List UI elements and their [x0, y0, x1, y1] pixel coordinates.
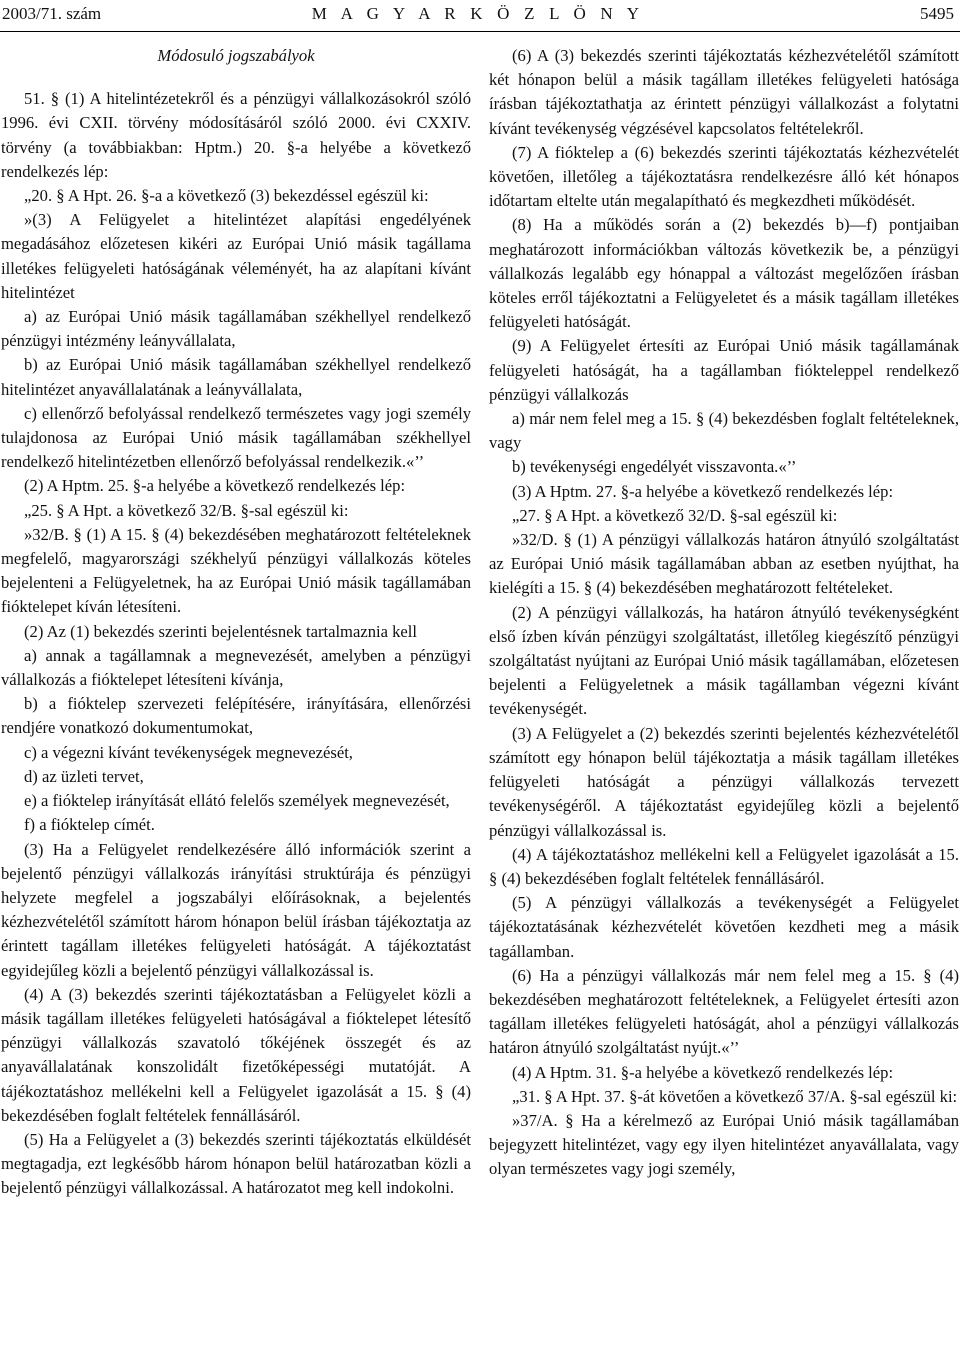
paragraph: a) már nem felel meg a 15. § (4) bekezdésben foglalt feltételeknek, vagy — [489, 409, 959, 453]
paragraph: a) az Európai Unió másik tagállamában székhellyel rendelkező pénzügyi intézmény leányvállalata, — [1, 307, 471, 351]
paragraph: a) annak a tagállamnak a megnevezését, amelyben a pénzügyi vállalkozás a fióktelepet létesíteni kívánja, — [1, 645, 471, 690]
paragraph: (3) A Felügyelet a (2) bekezdés szerinti bejelentés kézhezvételétől számított egy hónapon belül tájékoztatja a másik tagállam illetékes felügyeleti hatóságát a pénzügyi vállalkozás tervezett tevékenységéről. A tájékoztatást egyidejűleg közli a bejelentő pénzügyi vállalkozással is. — [489, 723, 959, 840]
paragraph: (6) Ha a pénzügyi vállalkozás már nem felel meg a 15. § (4) bekezdésében meghatározott feltételeknek, a Felügyelet értesíti azon tagállam illetékes felügyeleti hatóságát, ahol a pénzügyi vállalkozás határon átnyúló szolgáltatást nyújt.«’’ — [489, 965, 959, 1058]
paragraph: „25. § A Hpt. a következő 32/B. §-sal egészül ki: — [24, 500, 349, 520]
paragraph: (4) A (3) bekezdés szerinti tájékoztatásban a Felügyelet közli a másik tagállam illetékes felügyeleti hatóságával a fióktelepet létesítő pénzügyi vállalkozás szavatoló tőkéjének összegét és az anyavállalatának konszolidált fizetőképességi mutatóját. A tájékoztatáshoz mellékelni kell a Felügyelet igazolását a 15. § (4) bekezdésében foglalt feltételek fennállásáról. — [1, 984, 471, 1125]
header-rule — [0, 31, 960, 32]
paragraph: (3) A Hptm. 27. §-a helyébe a következő rendelkezés lép: — [512, 481, 894, 501]
paragraph: c) ellenőrző befolyással rendelkező természetes vagy jogi személy tulajdonosa az Európai Unió másik tagállamában székhellyel rendelkező hitelintézetben ellenőrző befolyással rendelkezik.«’’ — [1, 403, 471, 472]
paragraph: (4) A tájékoztatáshoz mellékelni kell a Felügyelet igazolását a 15. § (4) bekezdésében foglalt feltételek fennállásáról. — [489, 844, 959, 888]
paragraph: (8) Ha a működés során a (2) bekezdés b)—f) pontjaiban meghatározott információkban változás következik be, a pénzügyi vállalkozás legalább egy hónappal a változást megelőzően írásban köteles erről tájékoztatni a Felügyeletet és a másik tagállam illetékes felügyeleti hatóságát. — [489, 215, 959, 332]
right-column — [489, 44, 959, 1182]
paragraph: c) a végezni kívánt tevékenységek megnevezését, — [24, 742, 353, 762]
paragraph: (4) A Hptm. 31. §-a helyébe a következő rendelkezés lép: — [512, 1062, 894, 1082]
paragraph: e) a fióktelep irányítását ellátó felelős személyek megnevezését, — [24, 791, 450, 811]
page-header — [2, 3, 954, 29]
paragraph: »37/A. § Ha a kérelmező az Európai Unió másik tagállamában bejegyzett hitelintézet, vagy egy ilyen hitelintézet anyavállalata, vagy olyan természetes vagy jogi személy, — [489, 1110, 959, 1179]
paragraph: »32/B. § (1) A 15. § (4) bekezdésében meghatározott feltételeknek megfelelő, magyarországi székhelyű pénzügyi vállalkozás köteles bejelenteni a Felügyeletnek, ha az Európai Unió másik tagállamában fióktelepet kíván létesíteni. — [1, 524, 471, 617]
paragraph: b) tevékenységi engedélyét visszavonta.«’’ — [512, 457, 797, 477]
paragraph: (9) A Felügyelet értesíti az Európai Unió másik tagállamának felügyeleti hatóságát, ha a tagállamban fiókteleppel rendelkező pénzügyi vállalkozás — [489, 336, 959, 404]
journal-title: M A G Y A R K Ö Z L Ö N Y — [311, 4, 645, 23]
paragraph: (2) A pénzügyi vállalkozás, ha határon átnyúló tevékenységként első ízben kíván pénzügyi szolgáltatást, illetőleg kiegészítő pénzügyi szolgáltatást nyújtani az Európai Unió másik tagállamában, előzetesen bejelenti a Felügyeletnek a másik tagállamban végezni kívánt tevékenységét. — [489, 602, 959, 719]
paragraph: (3) Ha a Felügyelet rendelkezésére álló információk szerint a bejelentő pénzügyi vállalkozás irányítási struktúrája és pénzügyi helyzete megfelel a jogszabályi előírásoknak, a bejelentés kézhezvételétől számított három hónapon belül írásban tájékoztatja az érintett tagállam illetékes felügyeleti hatóságát. A tájékoztatást egyidejűleg közli a bejelentő pénzügyi vállalkozással is. — [1, 839, 471, 980]
paragraph: „20. § A Hpt. 26. §-a a következő (3) bekezdéssel egészül ki: — [24, 186, 429, 206]
issue-number: 2003/71. szám — [2, 4, 102, 23]
paragraph: d) az üzleti tervet, — [24, 766, 144, 786]
paragraph: „27. § A Hpt. a következő 32/D. §-sal egészül ki: — [512, 505, 838, 525]
paragraph: b) a fióktelep szervezeti felépítésére, irányítására, ellenőrzési rendjére vonatkozó dokumentumokat, — [1, 694, 471, 738]
paragraph: (6) A (3) bekezdés szerinti tájékoztatás kézhezvételétől számított két hónapon belül a másik tagállam illetékes felügyeleti hatósága írásban tájékoztathatja az érintett pénzügyi vállalkozást a folytatni kívánt tevékenység végzésével kapcsolatos feltételekről. — [489, 46, 959, 138]
paragraph: 51. § (1) A hitelintézetekről és a pénzügyi vállalkozásokról szóló 1996. évi CXII. törvény módosításáról szóló 2000. évi CXXIV. törvény (a továbbiakban: Hptm.) 20. §-a helyébe a következő rendelkezés lép: — [1, 89, 471, 181]
paragraph: f) a fióktelep címét. — [24, 815, 155, 835]
paragraph: b) az Európai Unió másik tagállamában székhellyel rendelkező hitelintézet anyavállalatának a leányvállalata, — [1, 355, 471, 399]
paragraph: »32/D. § (1) A pénzügyi vállalkozás határon átnyúló szolgáltatást az Európai Unió másik tagállamában abban az esetben nyújthat, ha kielégíti a 15. § (4) bekezdésében meghatározott feltételeket. — [489, 530, 959, 598]
paragraph: (7) A fióktelep a (6) bekezdés szerinti tájékoztatás kézhezvételét követően, illetőleg a tájékoztatásra rendelkezésre álló két hónapos időtartam eltelte után megalapítható és megkezdheti működését. — [489, 142, 959, 211]
paragraph: (2) Az (1) bekezdés szerinti bejelentésnek tartalmaznia kell — [24, 621, 417, 641]
paragraph: »(3) A Felügyelet a hitelintézet alapítási engedélyének megadásához előzetesen kikéri az Európai Unió másik tagállama illetékes felügyeleti hatóságának véleményét, ha az alapítani kívánt hitelintézet — [1, 210, 471, 302]
left-column — [1, 44, 471, 1201]
paragraph: (5) A pénzügyi vállalkozás a tevékenységét a Felügyelet tájékoztatásának kézhezvételét követően kezdheti meg a másik tagállamban. — [489, 893, 959, 961]
paragraph: (2) A Hptm. 25. §-a helyébe a következő rendelkezés lép: — [24, 476, 406, 496]
section-title: Módosuló jogszabályok — [157, 46, 315, 65]
paragraph: (5) Ha a Felügyelet a (3) bekezdés szerinti tájékoztatás elküldését megtagadja, ezt legkésőbb három hónapon belül határozatban közli a bejelentő pénzügyi vállalkozással. A határozatot meg kell indokolni. — [1, 1129, 471, 1198]
paragraph: „31. § A Hpt. 37. §-át követően a következő 37/A. §-sal egészül ki: — [512, 1086, 958, 1106]
page-number: 5495 — [920, 4, 954, 23]
